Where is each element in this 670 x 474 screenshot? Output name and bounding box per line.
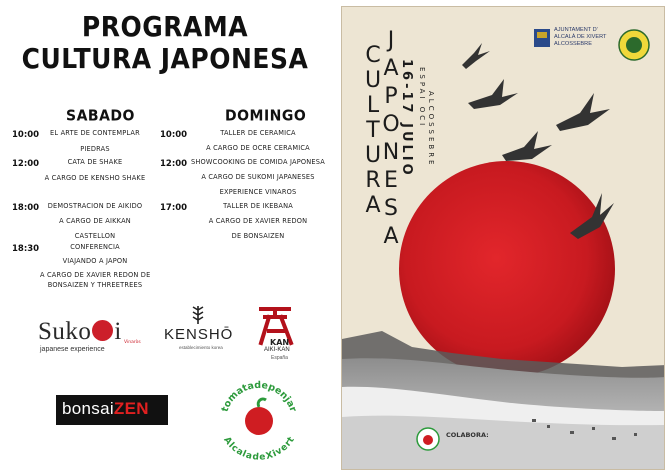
bonsaizen-b: ZEN [113,399,149,418]
saturday-event-line: A CARGO DE XAVIER REDON DE [40,271,151,279]
sukomi-subtitle: japanese experience [40,346,105,353]
sunday-heading: DOMINGO [225,107,307,125]
sukomi-name-b: i [114,318,122,345]
saturday-event-line: BONSAIZEN Y THREETREES [47,281,143,289]
sunday-time-3: 17:00 [160,203,188,213]
kensho-leaf-icon [190,305,206,325]
saturday-event-line: CATA DE SHAKE [67,158,123,166]
sunday-event-line: DE BONSAIZEN [231,232,285,240]
sunday-time-1: 10:00 [160,130,188,140]
saturday-event-line: PIEDRAS [80,145,110,153]
sukomi-name-a: Suko [38,318,92,345]
sunday-event-line: TALLER DE CERAMICA [220,129,296,137]
saturday-heading: SABADO [66,107,135,125]
aikikan-mark: KAN [270,338,290,347]
sunday-event-line: A CARGO DE OCRE CERAMICA [206,144,310,152]
sunday-event-line: A CARGO DE XAVIER REDON [208,217,308,225]
saturday-event-line: A CARGO DE KENSHO SHAKE [44,174,146,182]
poster-word-japonesa: J A P O N E S A [382,28,400,249]
saturday-event-line: EL ARTE DE CONTEMPLAR [50,129,140,137]
saturday-time-2: 12:00 [12,159,40,169]
poster-word-cultura: C U L T U R A [364,43,382,218]
sukomi-logo [38,318,122,346]
kensho-subtitle: establecimiento korea [179,345,223,350]
saturday-event-line: A CARGO DE AIKKAN [59,217,131,225]
kensho-logo: KENSHŌ [164,326,234,343]
tomatadepenjar-logo [216,375,302,461]
program-title-line1: PROGRAMA [81,10,249,43]
sunday-event-line: TALLER DE IKEBANA [223,202,293,210]
poster-place-1: ESPAI OCI [418,67,426,129]
sunday-event-line: EXPERIENCE VINAROS [219,188,297,196]
saturday-time-1: 10:00 [12,130,40,140]
saturday-time-3: 18:00 [12,203,40,213]
ajuntament-name: AJUNTAMENT D' ALCALÀ DE XIVERT ALCOSSEBRE [554,27,607,47]
poster-place-2: ALCOSSEBRE [427,91,435,168]
aikikan-country: España [271,355,288,361]
tomata-top-text: tomatadepenjar [219,379,299,414]
poster-dates: 16-17 JULIO [399,59,414,178]
aikikan-name: AIKI-KAN [264,347,290,353]
program-title-line2: CULTURA JAPONESA [21,42,309,75]
sunday-event-line: A CARGO DE SUKOMI JAPANESES [201,173,315,181]
saturday-event-line: VIAJANDO A JAPON [62,257,128,265]
svg-text:AlcaladeXivert [221,435,297,461]
event-poster [341,6,665,470]
bonsaizen-logo [62,399,149,419]
colabora-label: COLABORA: [446,431,489,439]
sukomi-ring-text: Vinaròs [124,340,141,345]
sunday-event-line: SHOWCOOKING DE COMIDA JAPONESA [190,158,325,166]
saturday-event-line: CONFERENCIA [70,243,120,251]
sukomi-red-dot [92,320,113,341]
tomata-bottom-text: AlcaladeXivert [221,435,297,461]
saturday-event-line: CASTELLON [74,232,116,240]
sunday-time-2: 12:00 [160,159,188,169]
saturday-time-4: 18:30 [12,244,40,254]
rising-sun [399,161,615,377]
saturday-event-line: DEMOSTRACION DE AIKIDO [47,202,143,210]
bonsaizen-a: bonsai [62,399,114,418]
